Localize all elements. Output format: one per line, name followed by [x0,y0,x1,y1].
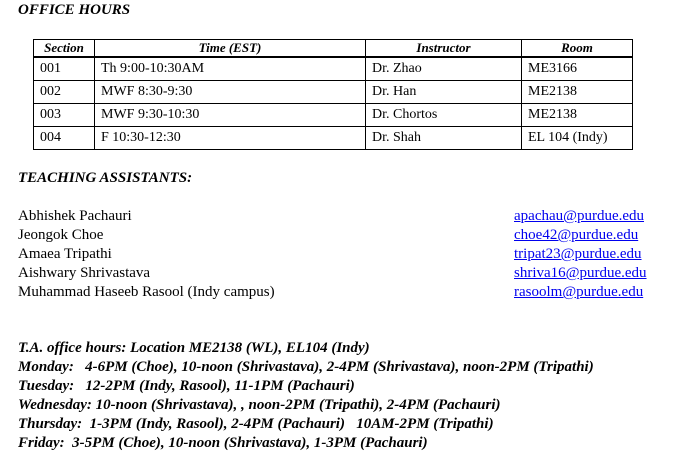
ta-name: Aishwary Shrivastava [18,265,151,281]
ta-email-link[interactable]: choe42@purdue.edu [514,227,639,243]
ta-hours-location-line: T.A. office hours: Location ME2138 (WL), EL104 (Indy) [18,340,370,356]
section-cell: 003 [34,104,95,127]
room-cell: ME2138 [522,104,633,127]
list-item [18,207,666,226]
table-header-row [34,40,633,58]
column-header-instructor: Instructor [366,40,522,58]
ta-hours-wednesday: Wednesday: 10-noon (Shrivastava), , noon-2PM (Tripathi), 2-4PM (Pachauri) [18,397,501,413]
instructor-cell: Dr. Han [366,81,522,104]
table-row [34,104,633,127]
column-header-section: Section [34,40,95,58]
time-cell: F 10:30-12:30 [95,127,366,150]
ta-email-link[interactable]: rasoolm@purdue.edu [514,284,644,300]
list-item [18,245,666,264]
list-item [18,226,666,245]
ta-hours-monday: Monday: 4-6PM (Choe), 10-noon (Shrivastava), 2-4PM (Shrivastava), noon-2PM (Tripathi) [18,359,594,375]
ta-name: Muhammad Haseeb Rasool (Indy campus) [18,284,275,300]
ta-name: Amaea Tripathi [18,246,112,262]
time-cell: Th 9:00-10:30AM [95,57,366,81]
room-cell: ME2138 [522,81,633,104]
table-row [34,81,633,104]
ta-office-hours [18,339,594,453]
section-cell: 004 [34,127,95,150]
column-header-room: Room [522,40,633,58]
instructor-cell: Dr. Chortos [366,104,522,127]
instructor-cell: Dr. Zhao [366,57,522,81]
office-hours-heading: OFFICE HOURS [18,2,131,18]
room-cell: EL 104 (Indy) [522,127,633,150]
instructor-cell: Dr. Shah [366,127,522,150]
room-cell: ME3166 [522,57,633,81]
ta-email-link[interactable]: tripat23@purdue.edu [514,246,642,262]
ta-email-link[interactable]: apachau@purdue.edu [514,208,645,224]
ta-name: Abhishek Pachauri [18,208,132,224]
table-row [34,127,633,150]
teaching-assistants-heading: TEACHING ASSISTANTS: [18,170,193,186]
time-cell: MWF 9:30-10:30 [95,104,366,127]
office-hours-table [33,39,633,150]
time-cell: MWF 8:30-9:30 [95,81,366,104]
ta-hours-thursday: Thursday: 1-3PM (Indy, Rasool), 2-4PM (Pachauri) 10AM-2PM (Tripathi) [18,416,494,432]
ta-email-link[interactable]: shriva16@purdue.edu [514,265,647,281]
table-row [34,57,633,81]
section-cell: 001 [34,57,95,81]
column-header-time: Time (EST) [95,40,366,58]
teaching-assistants-list [18,207,666,302]
section-cell: 002 [34,81,95,104]
ta-name: Jeongok Choe [18,227,104,243]
ta-hours-friday: Friday: 3-5PM (Choe), 10-noon (Shrivastava), 1-3PM (Pachauri) [18,435,428,451]
ta-hours-tuesday: Tuesday: 12-2PM (Indy, Rasool), 11-1PM (Pachauri) [18,378,355,394]
list-item [18,264,666,283]
list-item [18,283,666,302]
